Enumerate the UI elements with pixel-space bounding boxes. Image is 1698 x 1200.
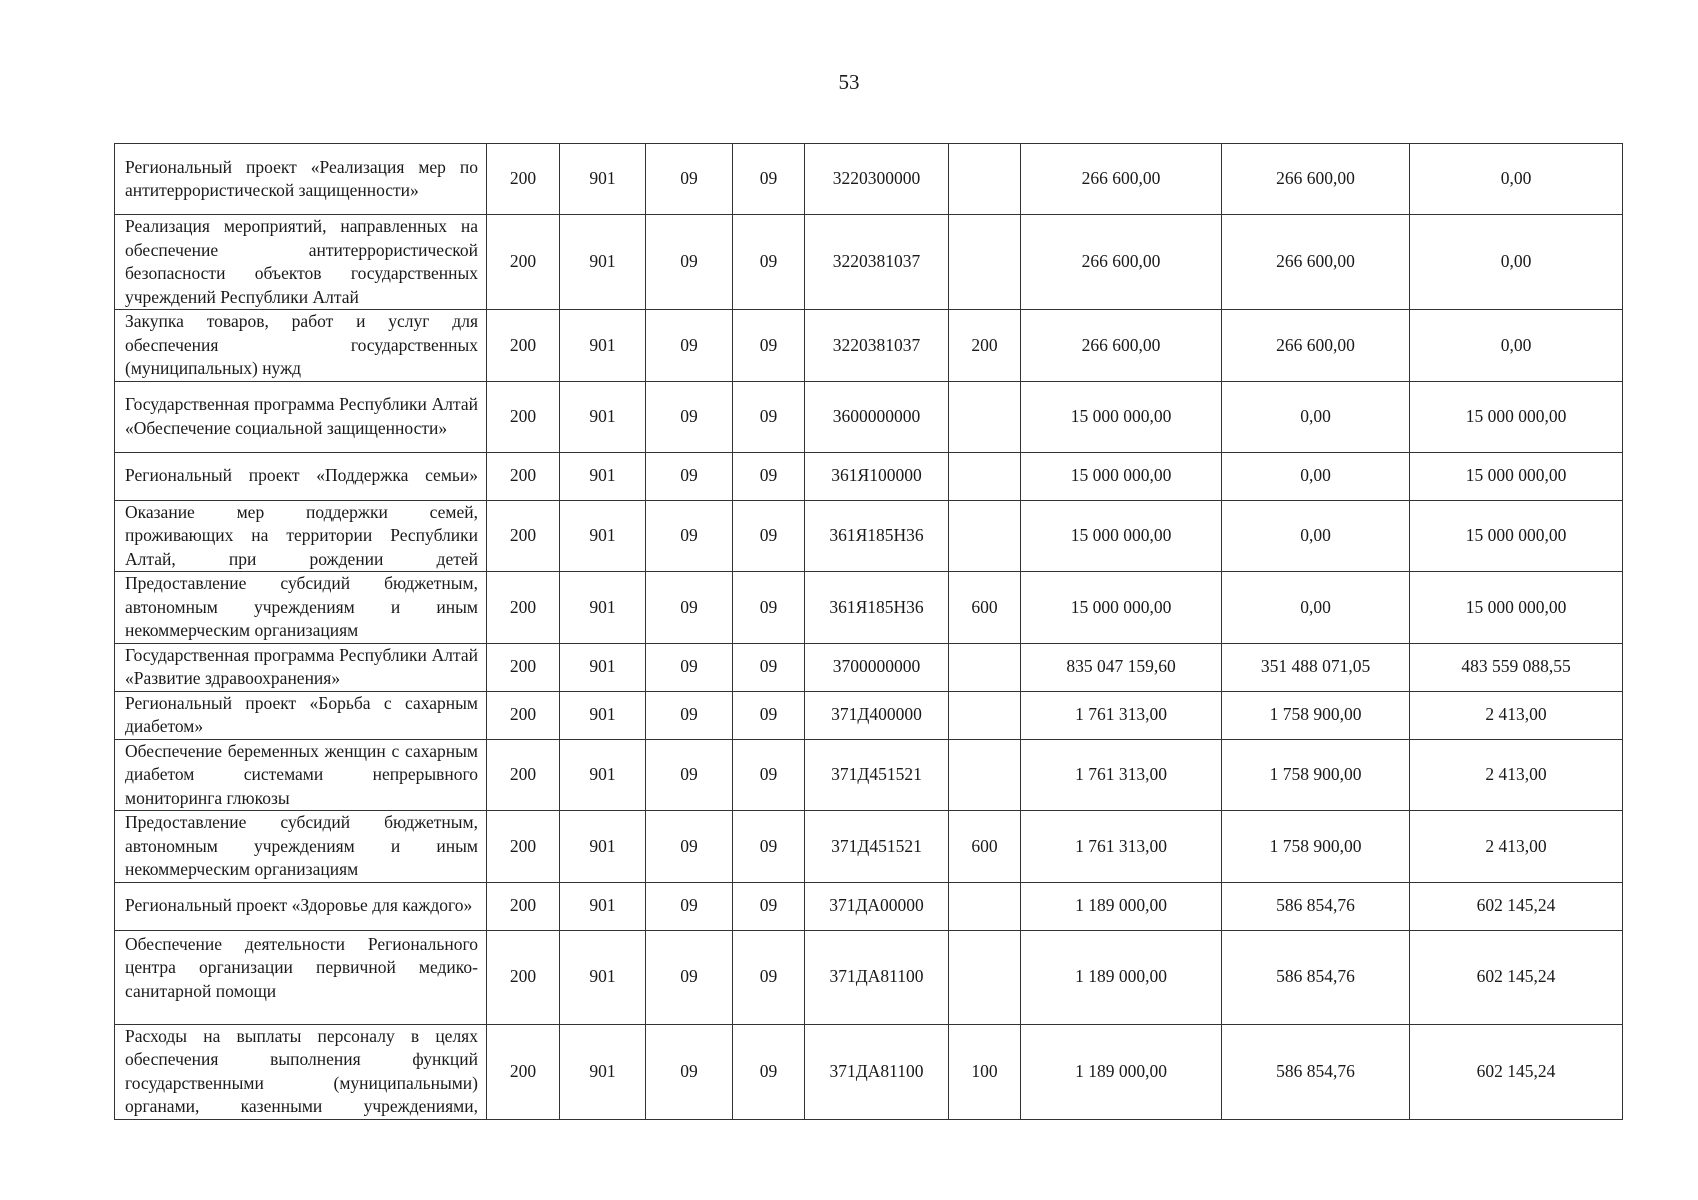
cell-c4: 09 xyxy=(733,643,805,691)
row-name: Предоставление субсидий бюджетным, автономным учреждениям и иным некоммерческим организациям xyxy=(115,811,487,883)
cell-c5: 361Я185Н36 xyxy=(805,572,949,644)
row-name: Региональный проект «Борьба с сахарным диабетом» xyxy=(115,691,487,739)
cell-c9: 2 413,00 xyxy=(1410,739,1623,811)
cell-c2: 901 xyxy=(560,930,646,1024)
cell-c3: 09 xyxy=(646,1024,733,1119)
cell-c1: 200 xyxy=(487,452,560,500)
cell-c1: 200 xyxy=(487,691,560,739)
cell-c7: 15 000 000,00 xyxy=(1021,381,1222,452)
row-name: Государственная программа Республики Алтай «Обеспечение социальной защищенности» xyxy=(115,381,487,452)
cell-c1: 200 xyxy=(487,215,560,310)
cell-c6 xyxy=(949,643,1021,691)
cell-c7: 15 000 000,00 xyxy=(1021,500,1222,572)
row-name: Закупка товаров, работ и услуг для обеспечения государственных (муниципальных) нужд xyxy=(115,310,487,382)
cell-c2: 901 xyxy=(560,452,646,500)
cell-c5: 371ДА00000 xyxy=(805,882,949,930)
row-name: Государственная программа Республики Алтай «Развитие здравоохранения» xyxy=(115,643,487,691)
cell-c4: 09 xyxy=(733,452,805,500)
cell-c4: 09 xyxy=(733,572,805,644)
table-row xyxy=(115,500,1623,572)
table-row xyxy=(115,930,1623,1024)
cell-c4: 09 xyxy=(733,381,805,452)
cell-c4: 09 xyxy=(733,215,805,310)
cell-c4: 09 xyxy=(733,811,805,883)
cell-c9: 602 145,24 xyxy=(1410,1024,1623,1119)
cell-c7: 15 000 000,00 xyxy=(1021,572,1222,644)
cell-c9: 15 000 000,00 xyxy=(1410,381,1623,452)
cell-c1: 200 xyxy=(487,882,560,930)
cell-c6: 100 xyxy=(949,1024,1021,1119)
table-row xyxy=(115,310,1623,382)
cell-c2: 901 xyxy=(560,882,646,930)
cell-c4: 09 xyxy=(733,882,805,930)
page-number: 53 xyxy=(838,70,860,94)
cell-c8: 586 854,76 xyxy=(1222,1024,1410,1119)
cell-c9: 0,00 xyxy=(1410,144,1623,215)
cell-c5: 371Д400000 xyxy=(805,691,949,739)
row-name: Региональный проект «Здоровье для каждого» xyxy=(115,882,487,930)
cell-c8: 1 758 900,00 xyxy=(1222,739,1410,811)
cell-c7: 1 189 000,00 xyxy=(1021,882,1222,930)
cell-c4: 09 xyxy=(733,310,805,382)
cell-c7: 1 761 313,00 xyxy=(1021,739,1222,811)
cell-c3: 09 xyxy=(646,500,733,572)
cell-c6 xyxy=(949,691,1021,739)
cell-c3: 09 xyxy=(646,144,733,215)
row-name: Обеспечение деятельности Регионального центра организации первичной медико-санитарной помощи xyxy=(115,930,487,1024)
row-name: Расходы на выплаты персоналу в целях обеспечения выполнения функций государственными (муниципальными) органами, казенными учреждениями, xyxy=(115,1024,487,1119)
cell-c9: 15 000 000,00 xyxy=(1410,572,1623,644)
cell-c2: 901 xyxy=(560,1024,646,1119)
cell-c5: 3600000000 xyxy=(805,381,949,452)
cell-c1: 200 xyxy=(487,811,560,883)
table-row xyxy=(115,381,1623,452)
row-name: Обеспечение беременных женщин с сахарным диабетом системами непрерывного мониторинга глюкозы xyxy=(115,739,487,811)
cell-c8: 586 854,76 xyxy=(1222,930,1410,1024)
cell-c6 xyxy=(949,882,1021,930)
cell-c5: 3220300000 xyxy=(805,144,949,215)
cell-c1: 200 xyxy=(487,739,560,811)
table-row xyxy=(115,452,1623,500)
cell-c8: 266 600,00 xyxy=(1222,310,1410,382)
cell-c7: 15 000 000,00 xyxy=(1021,452,1222,500)
cell-c5: 371Д451521 xyxy=(805,739,949,811)
cell-c6 xyxy=(949,930,1021,1024)
cell-c3: 09 xyxy=(646,452,733,500)
cell-c2: 901 xyxy=(560,381,646,452)
cell-c2: 901 xyxy=(560,215,646,310)
table-row xyxy=(115,144,1623,215)
cell-c8: 0,00 xyxy=(1222,452,1410,500)
cell-c2: 901 xyxy=(560,144,646,215)
table-row xyxy=(115,572,1623,644)
cell-c3: 09 xyxy=(646,811,733,883)
cell-c6: 200 xyxy=(949,310,1021,382)
cell-c9: 0,00 xyxy=(1410,310,1623,382)
table-row xyxy=(115,691,1623,739)
cell-c9: 15 000 000,00 xyxy=(1410,500,1623,572)
cell-c6 xyxy=(949,739,1021,811)
cell-c6 xyxy=(949,215,1021,310)
cell-c1: 200 xyxy=(487,643,560,691)
cell-c5: 3220381037 xyxy=(805,310,949,382)
cell-c2: 901 xyxy=(560,500,646,572)
table-row xyxy=(115,811,1623,883)
cell-c1: 200 xyxy=(487,500,560,572)
cell-c7: 266 600,00 xyxy=(1021,310,1222,382)
cell-c7: 266 600,00 xyxy=(1021,215,1222,310)
row-name: Региональный проект «Реализация мер по антитеррористической защищенности» xyxy=(115,144,487,215)
table-row xyxy=(115,1024,1623,1119)
cell-c5: 3700000000 xyxy=(805,643,949,691)
cell-c3: 09 xyxy=(646,381,733,452)
cell-c8: 0,00 xyxy=(1222,500,1410,572)
cell-c4: 09 xyxy=(733,739,805,811)
cell-c3: 09 xyxy=(646,643,733,691)
row-name: Реализация мероприятий, направленных на обеспечение антитеррористической безопасности объектов государственных учреждений Республики Алтай xyxy=(115,215,487,310)
cell-c6 xyxy=(949,144,1021,215)
cell-c1: 200 xyxy=(487,572,560,644)
cell-c8: 0,00 xyxy=(1222,572,1410,644)
cell-c3: 09 xyxy=(646,691,733,739)
cell-c9: 2 413,00 xyxy=(1410,691,1623,739)
cell-c9: 2 413,00 xyxy=(1410,811,1623,883)
cell-c7: 1 761 313,00 xyxy=(1021,811,1222,883)
cell-c9: 602 145,24 xyxy=(1410,930,1623,1024)
cell-c4: 09 xyxy=(733,500,805,572)
cell-c8: 266 600,00 xyxy=(1222,144,1410,215)
cell-c2: 901 xyxy=(560,572,646,644)
cell-c2: 901 xyxy=(560,739,646,811)
cell-c8: 1 758 900,00 xyxy=(1222,691,1410,739)
cell-c3: 09 xyxy=(646,215,733,310)
cell-c2: 901 xyxy=(560,811,646,883)
cell-c5: 371ДА81100 xyxy=(805,1024,949,1119)
cell-c7: 1 189 000,00 xyxy=(1021,930,1222,1024)
cell-c1: 200 xyxy=(487,1024,560,1119)
cell-c2: 901 xyxy=(560,310,646,382)
cell-c1: 200 xyxy=(487,144,560,215)
cell-c8: 0,00 xyxy=(1222,381,1410,452)
cell-c6: 600 xyxy=(949,811,1021,883)
cell-c5: 3220381037 xyxy=(805,215,949,310)
cell-c6 xyxy=(949,381,1021,452)
cell-c2: 901 xyxy=(560,643,646,691)
cell-c3: 09 xyxy=(646,739,733,811)
budget-table xyxy=(114,143,1623,1120)
cell-c5: 361Я185Н36 xyxy=(805,500,949,572)
cell-c3: 09 xyxy=(646,572,733,644)
cell-c4: 09 xyxy=(733,144,805,215)
cell-c4: 09 xyxy=(733,691,805,739)
cell-c1: 200 xyxy=(487,930,560,1024)
cell-c6 xyxy=(949,500,1021,572)
cell-c8: 1 758 900,00 xyxy=(1222,811,1410,883)
cell-c4: 09 xyxy=(733,1024,805,1119)
row-name: Региональный проект «Поддержка семьи» xyxy=(115,452,487,500)
cell-c2: 901 xyxy=(560,691,646,739)
cell-c3: 09 xyxy=(646,882,733,930)
cell-c9: 15 000 000,00 xyxy=(1410,452,1623,500)
cell-c3: 09 xyxy=(646,310,733,382)
cell-c7: 266 600,00 xyxy=(1021,144,1222,215)
cell-c8: 351 488 071,05 xyxy=(1222,643,1410,691)
table-row xyxy=(115,882,1623,930)
cell-c1: 200 xyxy=(487,381,560,452)
cell-c8: 586 854,76 xyxy=(1222,882,1410,930)
cell-c6: 600 xyxy=(949,572,1021,644)
cell-c7: 835 047 159,60 xyxy=(1021,643,1222,691)
cell-c9: 483 559 088,55 xyxy=(1410,643,1623,691)
cell-c9: 602 145,24 xyxy=(1410,882,1623,930)
table-row xyxy=(115,215,1623,310)
cell-c8: 266 600,00 xyxy=(1222,215,1410,310)
cell-c5: 371ДА81100 xyxy=(805,930,949,1024)
cell-c6 xyxy=(949,452,1021,500)
cell-c7: 1 189 000,00 xyxy=(1021,1024,1222,1119)
table-row xyxy=(115,643,1623,691)
cell-c1: 200 xyxy=(487,310,560,382)
row-name: Предоставление субсидий бюджетным, автономным учреждениям и иным некоммерческим организациям xyxy=(115,572,487,644)
cell-c7: 1 761 313,00 xyxy=(1021,691,1222,739)
cell-c4: 09 xyxy=(733,930,805,1024)
table-row xyxy=(115,739,1623,811)
cell-c5: 371Д451521 xyxy=(805,811,949,883)
cell-c9: 0,00 xyxy=(1410,215,1623,310)
cell-c5: 361Я100000 xyxy=(805,452,949,500)
row-name: Оказание мер поддержки семей, проживающих на территории Республики Алтай, при рождении детей xyxy=(115,500,487,572)
cell-c3: 09 xyxy=(646,930,733,1024)
